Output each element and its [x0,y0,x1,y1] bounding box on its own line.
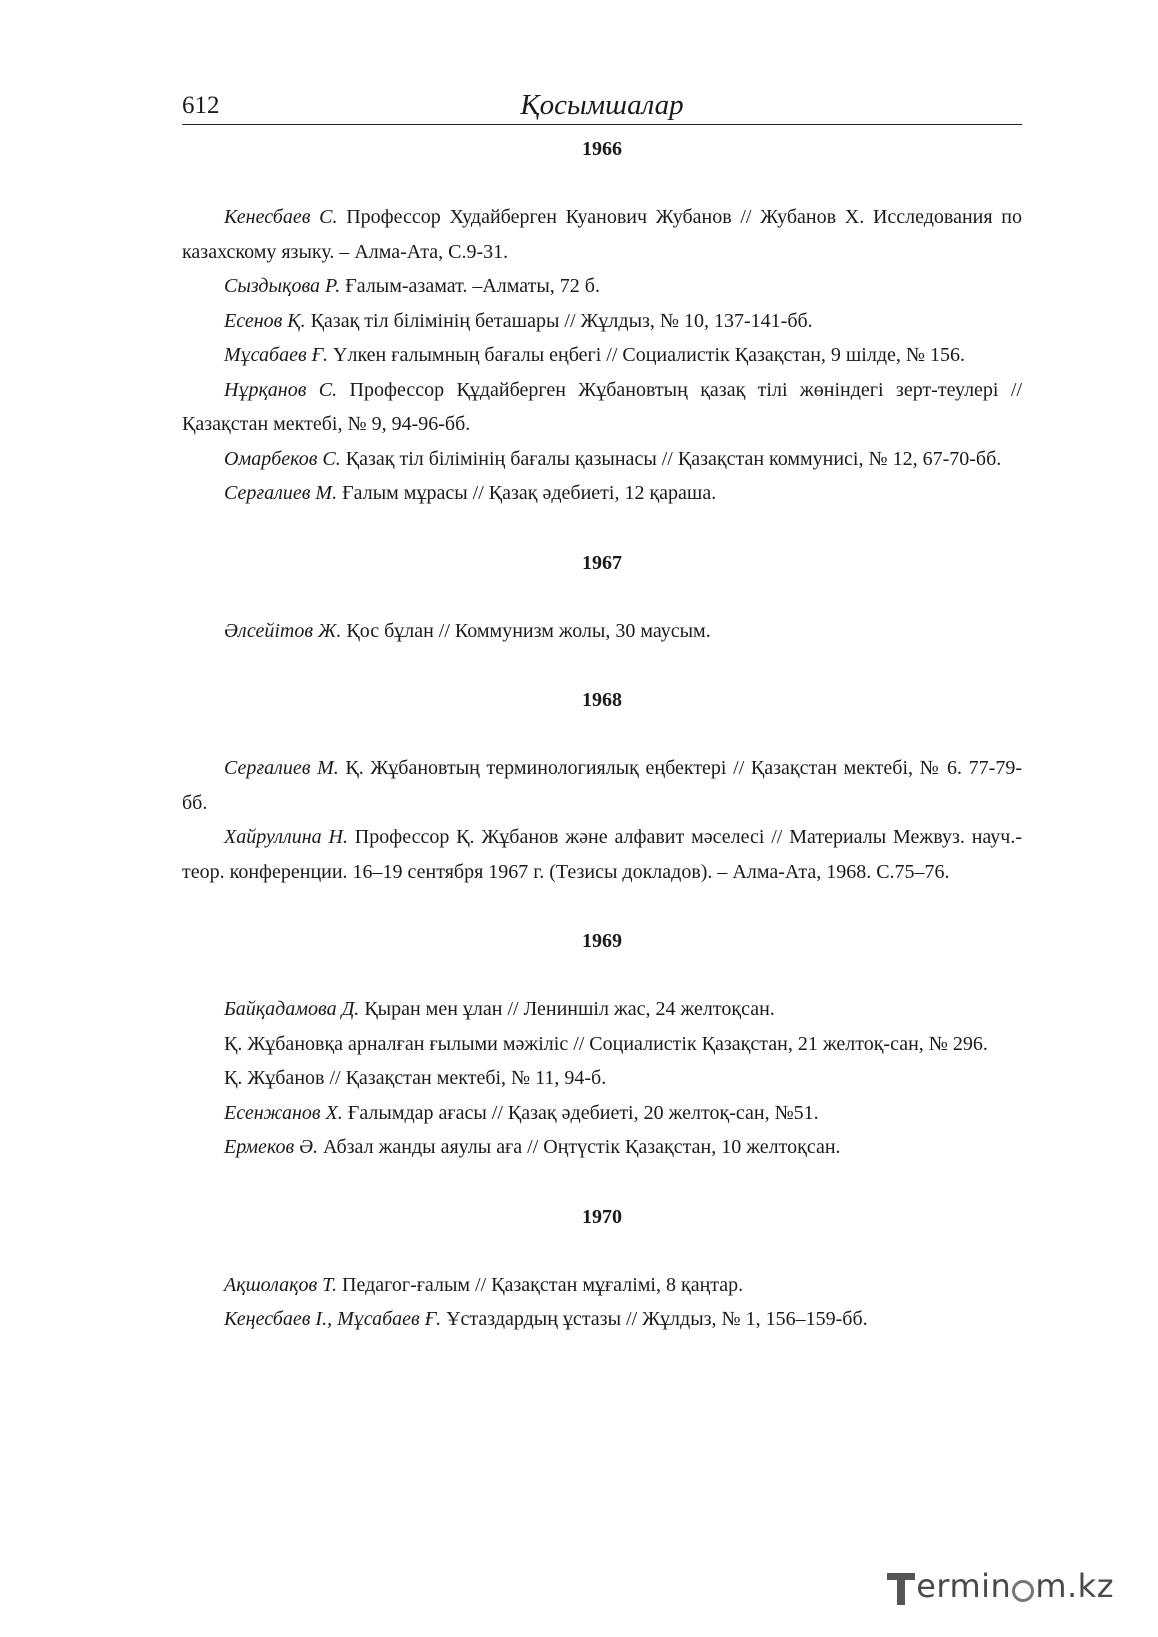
year-heading: 1968 [582,689,622,711]
entry-text: Қ. Жұбановтың терминологиялық еңбектері // Қазақстан мектебі, № 6. 77-79-бб. [182,757,1022,814]
bibliography-entry [182,200,1022,269]
entry-text: Профессор Қ. Жұбанов және алфавит мәселесі // Материалы Межвуз. науч.-теор. конференции. 16–19 сентября 1967 г. (Тезисы докладов). – Алма-Ата, 1968. С.75–76. [182,826,1022,883]
bibliography-entry [182,304,1022,339]
entry-author: Серғалиев М. [224,757,339,779]
bibliography-entry [182,992,1022,1027]
entry-text: Профессор Худайберген Куанович Жубанов // Жубанов Х. Исследования по казахскому языку. – Алма-Ата, С.9-31. [182,206,1023,263]
termincom-watermark-logo [887,1561,1114,1605]
bibliography-entry [182,476,1022,511]
entry-author: Нұрқанов С. [224,378,338,401]
entry-author: Әлсейітов Ж. [224,619,342,642]
entry-text: Үлкен ғалымның бағалы еңбегі // Социалистік Қазақстан, 9 шілде, № 156. [328,344,965,366]
bibliography-entry [182,820,1022,889]
year-section-1968 [182,683,1022,889]
entry-author: Ақшолақов Т. [224,1273,338,1296]
running-title: Қосымшалар [520,89,684,121]
entry-author: Байқадамова Д. [224,998,360,1020]
entry-author: Омарбеков С. [224,447,341,470]
year-heading: 1969 [582,930,622,952]
year-heading: 1967 [582,551,622,574]
bibliography-entry [182,373,1022,442]
bibliography-entry [182,751,1022,820]
entry-text: Ұстаздардың ұстазы // Жұлдыз, № 1, 156–159-бб. [441,1308,868,1330]
entry-author: Хайруллина Н. [224,826,348,848]
bibliography-entry [182,1027,1022,1062]
year-section-1969 [182,924,1022,1165]
bibliography-entry [182,1268,1022,1303]
entry-text: Ғалым мұрасы // Қазақ әдебиеті, 12 қараша. [337,482,717,504]
bibliography-entry [182,338,1022,373]
entry-text: Қос бұлан // Коммунизм жолы, 30 маусым. [341,619,711,642]
entry-text: Абзал жанды аяулы аға // Оңтүстік Қазақстан, 10 желтоқсан. [318,1136,841,1158]
t-logo-icon [887,1569,915,1605]
bibliography-entry [182,1302,1022,1337]
year-section-1966 [182,132,1022,511]
entry-text: Қазақ тіл білімінің беташары // Жұлдыз, № 10, 137-141-бб. [305,309,813,332]
bibliography-entry [182,1130,1022,1165]
watermark-part-1: ermin [916,1567,1012,1605]
page-number: 612 [182,92,220,119]
entry-author: Мұсабаев Ғ. [224,344,329,366]
entry-text: Қыран мен ұлан // Лениншіл жас, 24 желтоқсан. [359,998,775,1020]
entry-author: Сыздықова Р. [224,275,341,297]
bibliography-entry [182,269,1022,304]
entry-author: Серғалиев М. [224,482,338,504]
bibliography-entry [182,1061,1022,1096]
entry-author: Ермеков Ә. [224,1136,319,1158]
watermark-part-2: m.kz [1035,1567,1114,1605]
bibliography-entry [182,1096,1022,1131]
entry-text: Педагог-ғалым // Қазақстан мұғалімі, 8 қаңтар. [337,1273,744,1296]
o-logo-icon [1012,1580,1034,1602]
bibliography [182,132,1022,1337]
entry-text: Қ. Жұбанов // Қазақстан мектебі, № 11, 94-б. [224,1067,607,1089]
entry-text: Ғалымдар ағасы // Қазақ әдебиеті, 20 желтоқ-сан, №51. [342,1101,819,1124]
entry-text: Ғалым-азамат. –Алматы, 72 б. [340,275,600,297]
year-heading: 1966 [582,138,622,160]
year-section-1967 [182,546,1022,649]
bibliography-entry [182,442,1022,477]
entry-text: Профессор Құдайберген Жұбановтың қазақ тілі жөніндегі зерт-теулері // Қазақстан мектебі, № 9, 94-96-бб. [182,378,1022,435]
year-section-1970 [182,1200,1022,1337]
entry-text: Қазақ тіл білімінің бағалы қазынасы // Қазақстан коммунисі, № 12, 67-70-бб. [340,447,1002,470]
entry-author: Кенесбаев С. [224,206,338,228]
entry-author: Кеңесбаев І., Мұсабаев Ғ. [224,1308,442,1330]
entry-author: Есенжанов Х. [224,1101,343,1124]
entry-text: Қ. Жұбановқа арналған ғылыми мәжіліс // Социалистік Қазақстан, 21 желтоқ-сан, № 296. [224,1032,988,1055]
year-heading: 1970 [582,1205,622,1228]
bibliography-entry [182,614,1022,649]
entry-author: Есенов Қ. [224,309,306,332]
page-header [182,84,1022,125]
